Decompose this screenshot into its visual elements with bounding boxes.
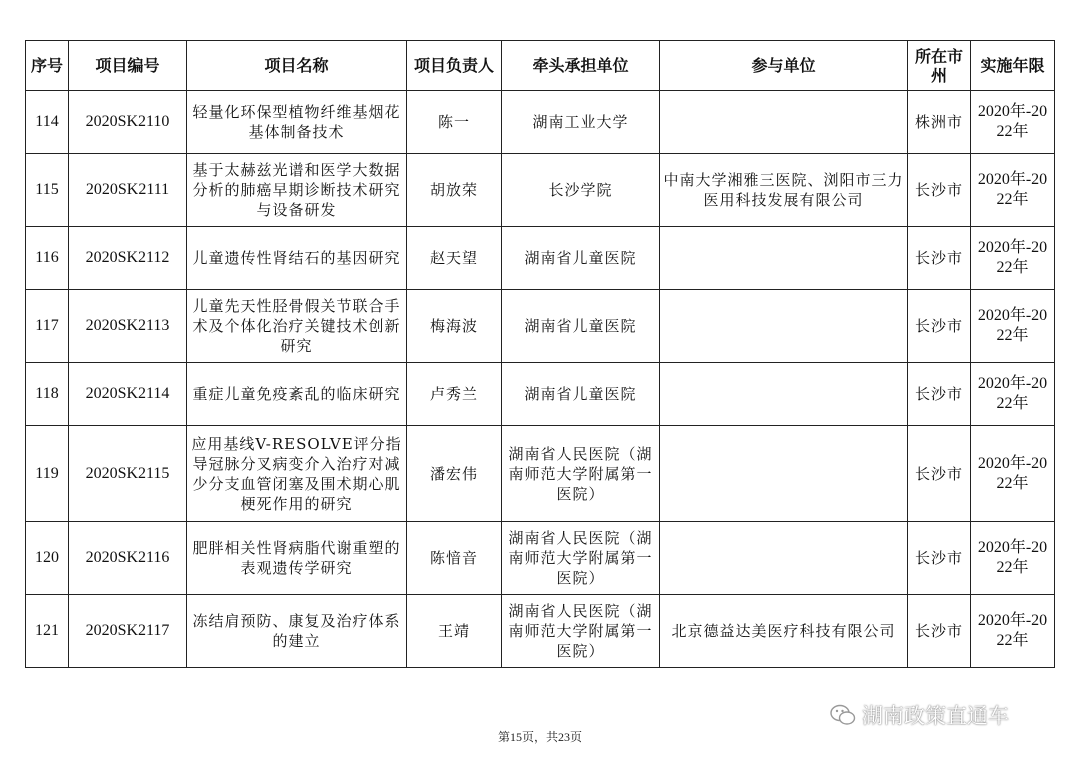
cell-city: 长沙市 xyxy=(908,290,971,363)
cell-project-code: 2020SK2110 xyxy=(69,91,187,154)
watermark-text: 湖南政策直通车 xyxy=(862,704,1009,728)
cell-index: 114 xyxy=(26,91,69,154)
cell-partner-unit xyxy=(660,227,908,290)
cell-city: 长沙市 xyxy=(908,595,971,668)
cell-period: 2020年-2022年 xyxy=(971,363,1055,426)
cell-lead-unit: 湖南省儿童医院 xyxy=(502,290,660,363)
cell-city: 长沙市 xyxy=(908,154,971,227)
cell-index: 120 xyxy=(26,522,69,595)
cell-project-name: 重症儿童免疫紊乱的临床研究 xyxy=(187,363,407,426)
cell-project-name: 基于太赫兹光谱和医学大数据分析的肺癌早期诊断技术研究与设备研发 xyxy=(187,154,407,227)
cell-index: 117 xyxy=(26,290,69,363)
header-project-name: 项目名称 xyxy=(187,41,407,91)
cell-project-lead: 王靖 xyxy=(407,595,502,668)
wechat-icon xyxy=(830,704,856,726)
cell-project-lead: 陈一 xyxy=(407,91,502,154)
cell-lead-unit: 湖南省儿童医院 xyxy=(502,227,660,290)
table-row xyxy=(26,522,1055,595)
cell-partner-unit xyxy=(660,363,908,426)
cell-lead-unit: 湖南省人民医院（湖南师范大学附属第一医院） xyxy=(502,522,660,595)
cell-partner-unit xyxy=(660,290,908,363)
cell-project-name: 应用基线V-RESOLVE评分指导冠脉分叉病变介入治疗对减少分支血管闭塞及围术期心肌梗死作用的研究 xyxy=(187,426,407,522)
cell-project-code: 2020SK2111 xyxy=(69,154,187,227)
project-table xyxy=(25,40,1055,668)
cell-period: 2020年-2022年 xyxy=(971,91,1055,154)
table-row xyxy=(26,426,1055,522)
cell-project-code: 2020SK2112 xyxy=(69,227,187,290)
cell-index: 116 xyxy=(26,227,69,290)
header-period: 实施年限 xyxy=(971,41,1055,91)
cell-index: 121 xyxy=(26,595,69,668)
cell-index: 118 xyxy=(26,363,69,426)
cell-lead-unit: 湖南省人民医院（湖南师范大学附属第一医院） xyxy=(502,595,660,668)
table-row xyxy=(26,227,1055,290)
table-row xyxy=(26,154,1055,227)
cell-project-name: 肥胖相关性肾病脂代谢重塑的表观遗传学研究 xyxy=(187,522,407,595)
cell-project-lead: 赵天望 xyxy=(407,227,502,290)
cell-project-name: 儿童遗传性肾结石的基因研究 xyxy=(187,227,407,290)
page-footer: 第15页，共23页 xyxy=(497,730,582,744)
cell-partner-unit xyxy=(660,91,908,154)
cell-project-lead: 卢秀兰 xyxy=(407,363,502,426)
cell-index: 119 xyxy=(26,426,69,522)
cell-period: 2020年-2022年 xyxy=(971,227,1055,290)
cell-period: 2020年-2022年 xyxy=(971,426,1055,522)
table-header-row xyxy=(26,41,1055,91)
cell-project-lead: 潘宏伟 xyxy=(407,426,502,522)
table-row xyxy=(26,290,1055,363)
cell-partner-unit: 中南大学湘雅三医院、浏阳市三力医用科技发展有限公司 xyxy=(660,154,908,227)
table-row xyxy=(26,363,1055,426)
header-city: 所在市州 xyxy=(908,41,971,91)
cell-lead-unit: 湖南工业大学 xyxy=(502,91,660,154)
table-row xyxy=(26,91,1055,154)
cell-partner-unit: 北京德益达美医疗科技有限公司 xyxy=(660,595,908,668)
cell-city: 株洲市 xyxy=(908,91,971,154)
cell-project-code: 2020SK2114 xyxy=(69,363,187,426)
watermark xyxy=(830,700,1009,730)
header-lead-unit: 牵头承担单位 xyxy=(502,41,660,91)
cell-partner-unit xyxy=(660,426,908,522)
cell-period: 2020年-2022年 xyxy=(971,290,1055,363)
cell-lead-unit: 长沙学院 xyxy=(502,154,660,227)
cell-city: 长沙市 xyxy=(908,227,971,290)
cell-project-name: 冻结肩预防、康复及治疗体系的建立 xyxy=(187,595,407,668)
cell-city: 长沙市 xyxy=(908,426,971,522)
cell-project-code: 2020SK2115 xyxy=(69,426,187,522)
cell-partner-unit xyxy=(660,522,908,595)
cell-city: 长沙市 xyxy=(908,363,971,426)
cell-city: 长沙市 xyxy=(908,522,971,595)
cell-project-name: 儿童先天性胫骨假关节联合手术及个体化治疗关键技术创新研究 xyxy=(187,290,407,363)
cell-period: 2020年-2022年 xyxy=(971,522,1055,595)
header-partner-unit: 参与单位 xyxy=(660,41,908,91)
header-project-lead: 项目负责人 xyxy=(407,41,502,91)
cell-project-lead: 陈愔音 xyxy=(407,522,502,595)
cell-period: 2020年-2022年 xyxy=(971,595,1055,668)
table-row xyxy=(26,595,1055,668)
cell-project-lead: 胡放荣 xyxy=(407,154,502,227)
cell-project-name: 轻量化环保型植物纤维基烟花基体制备技术 xyxy=(187,91,407,154)
cell-project-lead: 梅海波 xyxy=(407,290,502,363)
cell-period: 2020年-2022年 xyxy=(971,154,1055,227)
cell-project-code: 2020SK2113 xyxy=(69,290,187,363)
cell-project-code: 2020SK2117 xyxy=(69,595,187,668)
header-project-code: 项目编号 xyxy=(69,41,187,91)
cell-lead-unit: 湖南省儿童医院 xyxy=(502,363,660,426)
cell-project-code: 2020SK2116 xyxy=(69,522,187,595)
cell-lead-unit: 湖南省人民医院（湖南师范大学附属第一医院） xyxy=(502,426,660,522)
cell-index: 115 xyxy=(26,154,69,227)
header-index: 序号 xyxy=(26,41,69,91)
